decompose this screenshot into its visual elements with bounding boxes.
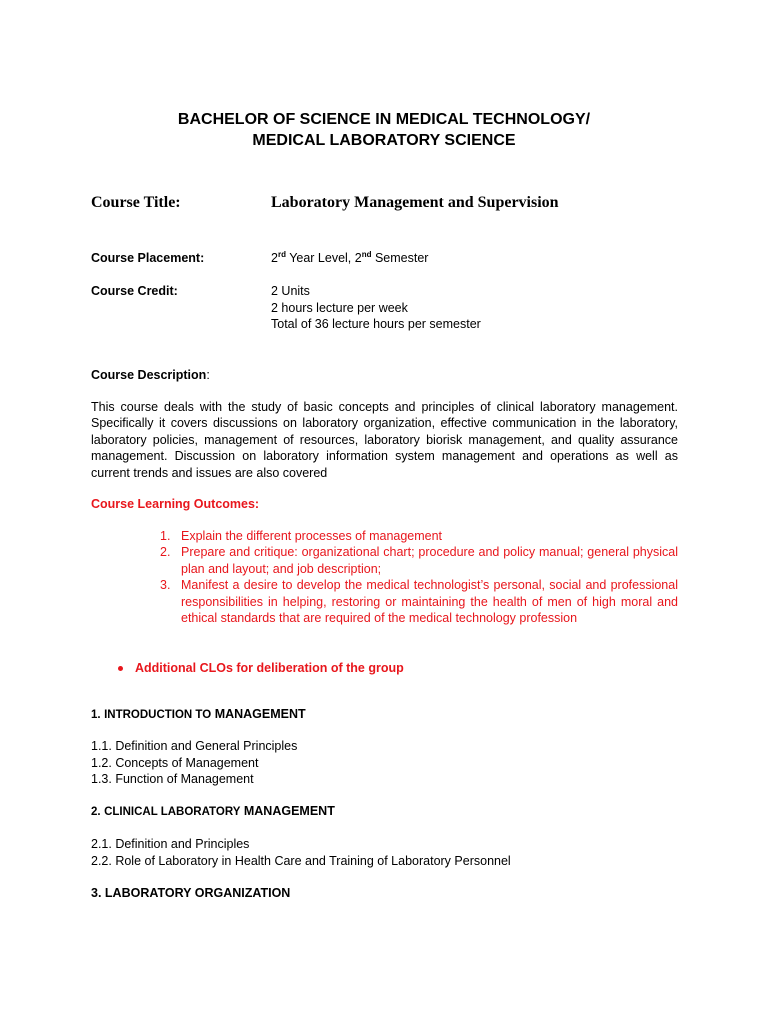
list-item: 1.3. Function of Management [91, 772, 254, 786]
course-description-label: Course Description: [91, 368, 210, 382]
list-number: 3. [160, 578, 171, 593]
course-credit-line: 2 Units [271, 284, 310, 298]
learning-outcome-item [160, 577, 678, 626]
document-title-line-1: BACHELOR OF SCIENCE IN MEDICAL TECHNOLOGY/ [177, 111, 591, 128]
list-item: 2.1. Definition and Principles [91, 837, 250, 851]
learning-outcomes-list [160, 528, 678, 626]
course-description-text: This course deals with the study of basic concepts and principles of clinical laboratory management. Specifically it covers discussions on laboratory organization, effective communication in the laboratory, laboratory policies, management of resources, laboratory biorisk management, and quality assurance management. Discussion on laboratory information system management and operations as well as current trends and issues are also covered [91, 400, 678, 480]
learning-outcome-text: Prepare and critique: organizational chart; procedure and policy manual; general physical plan and layout; and job description; [181, 545, 678, 576]
additional-clos-text: Additional CLOs for deliberation of the group [135, 661, 404, 675]
learning-outcome-text: Manifest a desire to develop the medical technologist’s personal, social and professional responsibilities in helping, restoring or maintaining the health of men of high moral and ethical standards that are required of the medical technology profession [181, 578, 678, 626]
learning-outcome-item [160, 544, 678, 577]
section-1-list [91, 738, 297, 788]
course-placement-label: Course Placement: [91, 251, 205, 265]
section-1-heading: 1. INTRODUCTION TO MANAGEMENT [91, 707, 306, 721]
course-placement-value: 2rd Year Level, 2nd Semester [271, 249, 429, 265]
section-2-list [91, 836, 511, 869]
list-item: 1.2. Concepts of Management [91, 755, 259, 770]
learning-outcome-text: Explain the different processes of management [181, 529, 443, 543]
list-item: 2.2. Role of Laboratory in Health Care and Training of Laboratory Personnel [91, 853, 511, 868]
learning-outcomes-heading: Course Learning Outcomes: [91, 497, 260, 511]
course-credit-value [271, 283, 481, 333]
course-title-value: Laboratory Management and Supervision [271, 194, 559, 211]
section-3-heading: 3. LABORATORY ORGANIZATION [91, 886, 291, 900]
course-credit-label: Course Credit: [91, 284, 178, 298]
section-2-heading: 2. CLINICAL LABORATORY MANAGEMENT [91, 804, 335, 818]
list-item: 1.1. Definition and General Principles [91, 739, 298, 753]
list-number: 1. [160, 529, 171, 543]
bullet-icon [118, 666, 123, 671]
course-title-label: Course Title: [91, 194, 181, 211]
list-number: 2. [160, 545, 171, 560]
learning-outcome-item [160, 528, 678, 544]
course-credit-line: Total of 36 lecture hours per semester [271, 317, 481, 331]
document-title-line-2: MEDICAL LABORATORY SCIENCE [252, 132, 516, 149]
course-credit-line: 2 hours lecture per week [271, 300, 408, 315]
